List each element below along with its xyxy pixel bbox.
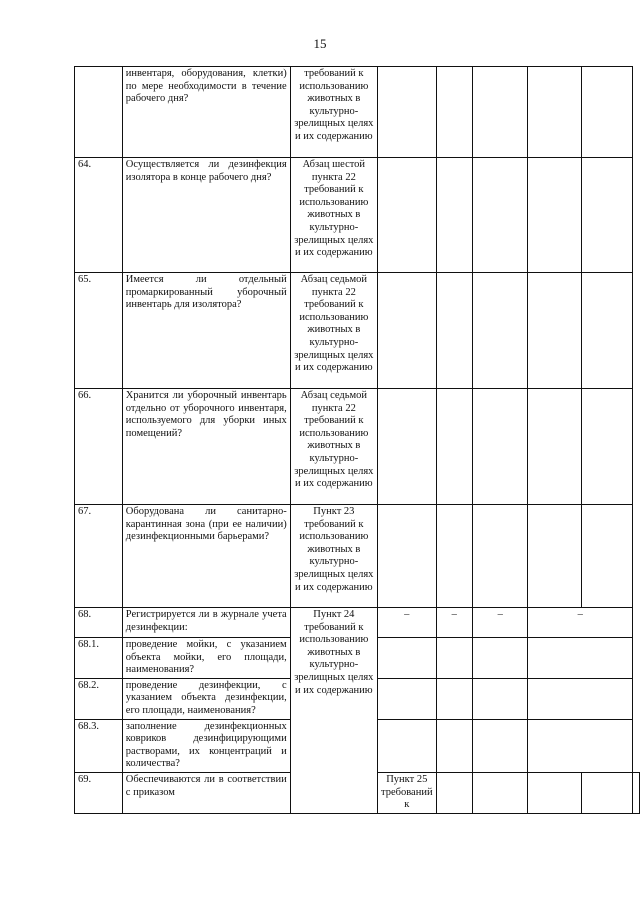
- answer-cell-not-applicable[interactable]: [473, 158, 528, 273]
- row-number: 64.: [75, 158, 123, 273]
- row-number: 68.3.: [75, 719, 123, 772]
- dash-mark: –: [436, 608, 473, 638]
- dash-mark: –: [378, 608, 437, 638]
- answer-cell-no[interactable]: [436, 678, 473, 719]
- answer-cell-not-applicable[interactable]: [528, 772, 581, 813]
- row-reference: Абзац шестой пункта 22 требований к использованию животных в культурно-зрелищных целях и их содержанию: [290, 158, 377, 273]
- answer-cell-yes[interactable]: [378, 505, 437, 608]
- answer-cell-no[interactable]: [436, 638, 473, 679]
- answer-cell-extra[interactable]: [581, 67, 632, 158]
- table-row: [75, 67, 640, 158]
- answer-cell-yes[interactable]: [378, 678, 437, 719]
- answer-cell-not-applicable[interactable]: [473, 67, 528, 158]
- answer-cell-no[interactable]: [436, 158, 473, 273]
- row-reference: Абзац седьмой пункта 22 требований к использованию животных в культурно-зрелищных целях и их содержанию: [290, 389, 377, 505]
- row-question: Обеспечиваются ли в соответствии с приказом: [122, 772, 290, 813]
- answer-cell-not-applicable[interactable]: [473, 719, 528, 772]
- answer-cell-yes[interactable]: [378, 273, 437, 389]
- answer-cell-yes[interactable]: [378, 158, 437, 273]
- answer-cell-yes[interactable]: [378, 638, 437, 679]
- row-question: проведение дезинфекции, с указанием объекта дезинфекции, его площади, наименования?: [122, 678, 290, 719]
- row-question: Осуществляется ли дезинфекция изолятора в конце рабочего дня?: [122, 158, 290, 273]
- answer-cell-extra[interactable]: [581, 158, 632, 273]
- answer-cell-note[interactable]: [528, 67, 581, 158]
- answer-cell-not-applicable[interactable]: [473, 389, 528, 505]
- row-question: Имеется ли отдельный промаркированный уборочный инвентарь для изолятора?: [122, 273, 290, 389]
- answer-cell-extra[interactable]: [581, 389, 632, 505]
- row-number: 65.: [75, 273, 123, 389]
- answer-cell-no[interactable]: [436, 67, 473, 158]
- table-row: [75, 389, 640, 505]
- answer-cell-not-applicable[interactable]: [473, 678, 528, 719]
- answer-cell-note[interactable]: [528, 273, 581, 389]
- row-number: 69.: [75, 772, 123, 813]
- row-question: Регистрируется ли в журнале учета дезинфекции:: [122, 608, 290, 638]
- row-question: заполнение дезинфекционных ковриков дезинфицирующими растворами, их концентраций и количества?: [122, 719, 290, 772]
- row-question: Хранится ли уборочный инвентарь отдельно от уборочного инвентаря, используемого для уборки иных помещений?: [122, 389, 290, 505]
- answer-cell-note[interactable]: [528, 389, 581, 505]
- table-row: [75, 608, 640, 638]
- row-number: 68.1.: [75, 638, 123, 679]
- answer-cell-no[interactable]: [436, 719, 473, 772]
- row-reference: требований к использованию животных в культурно-зрелищных целях и их содержанию: [290, 67, 377, 158]
- row-reference: Абзац седьмой пункта 22 требований к использованию животных в культурно-зрелищных целях и их содержанию: [290, 273, 377, 389]
- row-number: 67.: [75, 505, 123, 608]
- checklist-table: [74, 66, 640, 814]
- row-reference: Пункт 23 требований к использованию животных в культурно-зрелищных целях и их содержанию: [290, 505, 377, 608]
- answer-cell-not-applicable[interactable]: [473, 638, 528, 679]
- row-reference: Пункт 25 требований к: [378, 772, 437, 813]
- table-row: [75, 273, 640, 389]
- answer-cell-extra[interactable]: [633, 772, 640, 813]
- answer-cell-not-applicable[interactable]: [473, 273, 528, 389]
- answer-cell-not-applicable[interactable]: [473, 505, 528, 608]
- table-row: [75, 158, 640, 273]
- answer-cell-no[interactable]: [436, 505, 473, 608]
- row-number: [75, 67, 123, 158]
- row-reference: Пункт 24 требований к использованию животных в культурно-зрелищных целях и их содержанию: [290, 608, 377, 814]
- answer-cell-extra[interactable]: [581, 505, 632, 608]
- row-number: 68.: [75, 608, 123, 638]
- answer-cell-note[interactable]: [581, 772, 632, 813]
- answer-cell-note[interactable]: [528, 678, 633, 719]
- page-number: 15: [313, 36, 327, 51]
- answer-cell-note[interactable]: [528, 158, 581, 273]
- table-row: [75, 505, 640, 608]
- dash-mark: –: [528, 608, 633, 638]
- row-question: инвентаря, оборудования, клетки) по мере необходимости в течение рабочего дня?: [122, 67, 290, 158]
- row-number: 68.2.: [75, 678, 123, 719]
- answer-cell-yes[interactable]: [378, 389, 437, 505]
- answer-cell-note[interactable]: [528, 719, 633, 772]
- answer-cell-yes[interactable]: [378, 67, 437, 158]
- dash-mark: –: [473, 608, 528, 638]
- row-question: проведение мойки, с указанием объекта мойки, его площади, наименования?: [122, 638, 290, 679]
- answer-cell-note[interactable]: [528, 505, 581, 608]
- answer-cell-yes[interactable]: [378, 719, 437, 772]
- answer-cell-yes[interactable]: [436, 772, 473, 813]
- answer-cell-extra[interactable]: [581, 273, 632, 389]
- answer-cell-no[interactable]: [436, 273, 473, 389]
- answer-cell-no[interactable]: [436, 389, 473, 505]
- row-number: 66.: [75, 389, 123, 505]
- answer-cell-no[interactable]: [473, 772, 528, 813]
- answer-cell-note[interactable]: [528, 638, 633, 679]
- row-question: Оборудована ли санитарно-карантинная зона (при ее наличии) дезинфекционными барьерами?: [122, 505, 290, 608]
